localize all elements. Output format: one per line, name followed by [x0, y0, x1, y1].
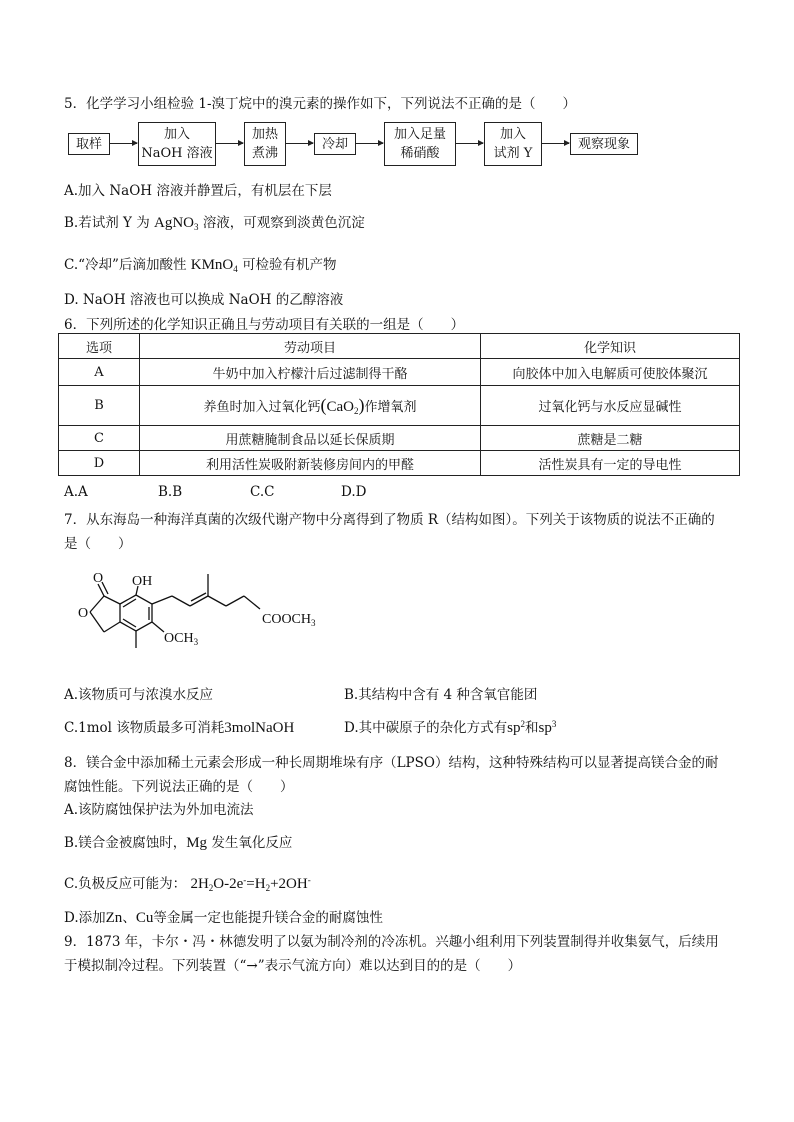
q8-option-c: C.负极反应可能为： $2H_2O-2e^-=H_2+2OH^-$ — [64, 875, 311, 893]
flow-step-6: 加入 试剂 Y — [484, 122, 542, 166]
flow-arrow — [285, 143, 313, 144]
ring-o-label: O — [78, 606, 89, 621]
q7-option-b: B.其结构中含有 4 种含氧官能团 — [344, 687, 538, 703]
q6-option-c: C.C — [250, 484, 275, 500]
q7-option-a: A.该物质可与浓溴水反应 — [64, 687, 214, 703]
q7-option-c: C.1mol 该物质最多可消耗3molNaOH — [64, 720, 295, 736]
flow-step-4: 冷却 — [314, 133, 356, 155]
flow-arrow — [355, 143, 383, 144]
q9-stem-line2: 于模拟制冷过程。下列装置（“→”表示气流方向）难以达到目的的是（ ） — [64, 958, 522, 974]
methoxy-label: $OCH_3$ — [164, 631, 199, 647]
q6-option-d: D.D — [341, 484, 367, 500]
q6-table — [58, 333, 740, 476]
q7-option-d: D.其中碳原子的杂化方式有$sp^2$和$sp^3$ — [344, 719, 557, 736]
flow-arrow — [109, 143, 137, 144]
table-row: A 牛奶中加入柠檬汁后过滤制得干酪 向胶体中加入电解质可使胶体聚沉 — [59, 359, 740, 386]
q9-stem-line1: 9．1873 年，卡尔・冯・林德发明了以氨为制冷剂的冷冻机。兴趣小组利用下列装置制得并收集氨气，后续用 — [64, 934, 719, 950]
q5-option-c: C.“冷却”后滴加酸性 KMnO$_4$ 可检验有机产物 — [64, 257, 337, 274]
flow-arrow — [541, 143, 569, 144]
q8-option-a: A.该防腐蚀保护法为外加电流法 — [64, 802, 254, 818]
flow-arrow — [455, 143, 483, 144]
q8-stem-line1: 8．镁合金中添加稀土元素会形成一种长周期堆垛有序（LPSO）结构，这种特殊结构可以显著提高镁合金的耐 — [64, 755, 719, 771]
flow-step-3: 加热 煮沸 — [244, 122, 286, 166]
table-row: B 养鱼时加入过氧化钙(CaO$_2$)作增氧剂 过氧化钙与水反应显碱性 — [59, 386, 740, 426]
q8-stem-line2: 腐蚀性能。下列说法正确的是（ ） — [64, 779, 294, 795]
table-row: C 用蔗糖腌制食品以延长保质期 蔗糖是二糖 — [59, 426, 740, 451]
flow-step-7: 观察现象 — [570, 133, 638, 155]
table-header: 化学知识 — [481, 334, 740, 359]
flow-step-1: 取样 — [68, 133, 110, 155]
q7-stem-line2: 是（ ） — [64, 536, 132, 552]
q6-stem: 6．下列所述的化学知识正确且与劳动项目有关联的一组是（ ） — [64, 317, 465, 333]
q5-option-a: A.加入 NaOH 溶液并静置后，有机层在下层 — [64, 183, 332, 199]
oh-label: OH — [132, 574, 153, 589]
table-row: D 利用活性炭吸附新装修房间内的甲醛 活性炭具有一定的导电性 — [59, 451, 740, 476]
ester-label: $COOCH_3$ — [262, 612, 316, 628]
q5-stem: 5．化学学习小组检验 1-溴丁烷中的溴元素的操作如下，下列说法不正确的是（ ） — [64, 96, 577, 112]
flow-step-2: 加入 NaOH 溶液 — [138, 122, 216, 166]
q5-option-b: B.若试剂 Y 为 AgNO$_3$ 溶液，可观察到淡黄色沉淀 — [64, 215, 365, 232]
table-header: 劳动项目 — [140, 334, 481, 359]
q6-option-a: A.A — [64, 484, 88, 500]
q7-structure-diagram — [60, 566, 360, 676]
carbonyl-o-label: O — [93, 571, 104, 586]
q7-stem-line1: 7．从东海岛一种海洋真菌的次级代谢产物中分离得到了物质 R（结构如图）。下列关于该物质的说法不正确的 — [64, 512, 715, 528]
q5-option-d: D. NaOH 溶液也可以换成 NaOH 的乙醇溶液 — [64, 292, 344, 308]
flow-arrow — [215, 143, 243, 144]
flow-step-5: 加入足量 稀硝酸 — [384, 122, 456, 166]
table-header: 选项 — [59, 334, 140, 359]
q6-option-b: B.B — [158, 484, 183, 500]
q8-option-d: D.添加Zn、Cu等金属一定也能提升镁合金的耐腐蚀性 — [64, 910, 383, 926]
q8-option-b: B.镁合金被腐蚀时，Mg 发生氧化反应 — [64, 835, 293, 851]
